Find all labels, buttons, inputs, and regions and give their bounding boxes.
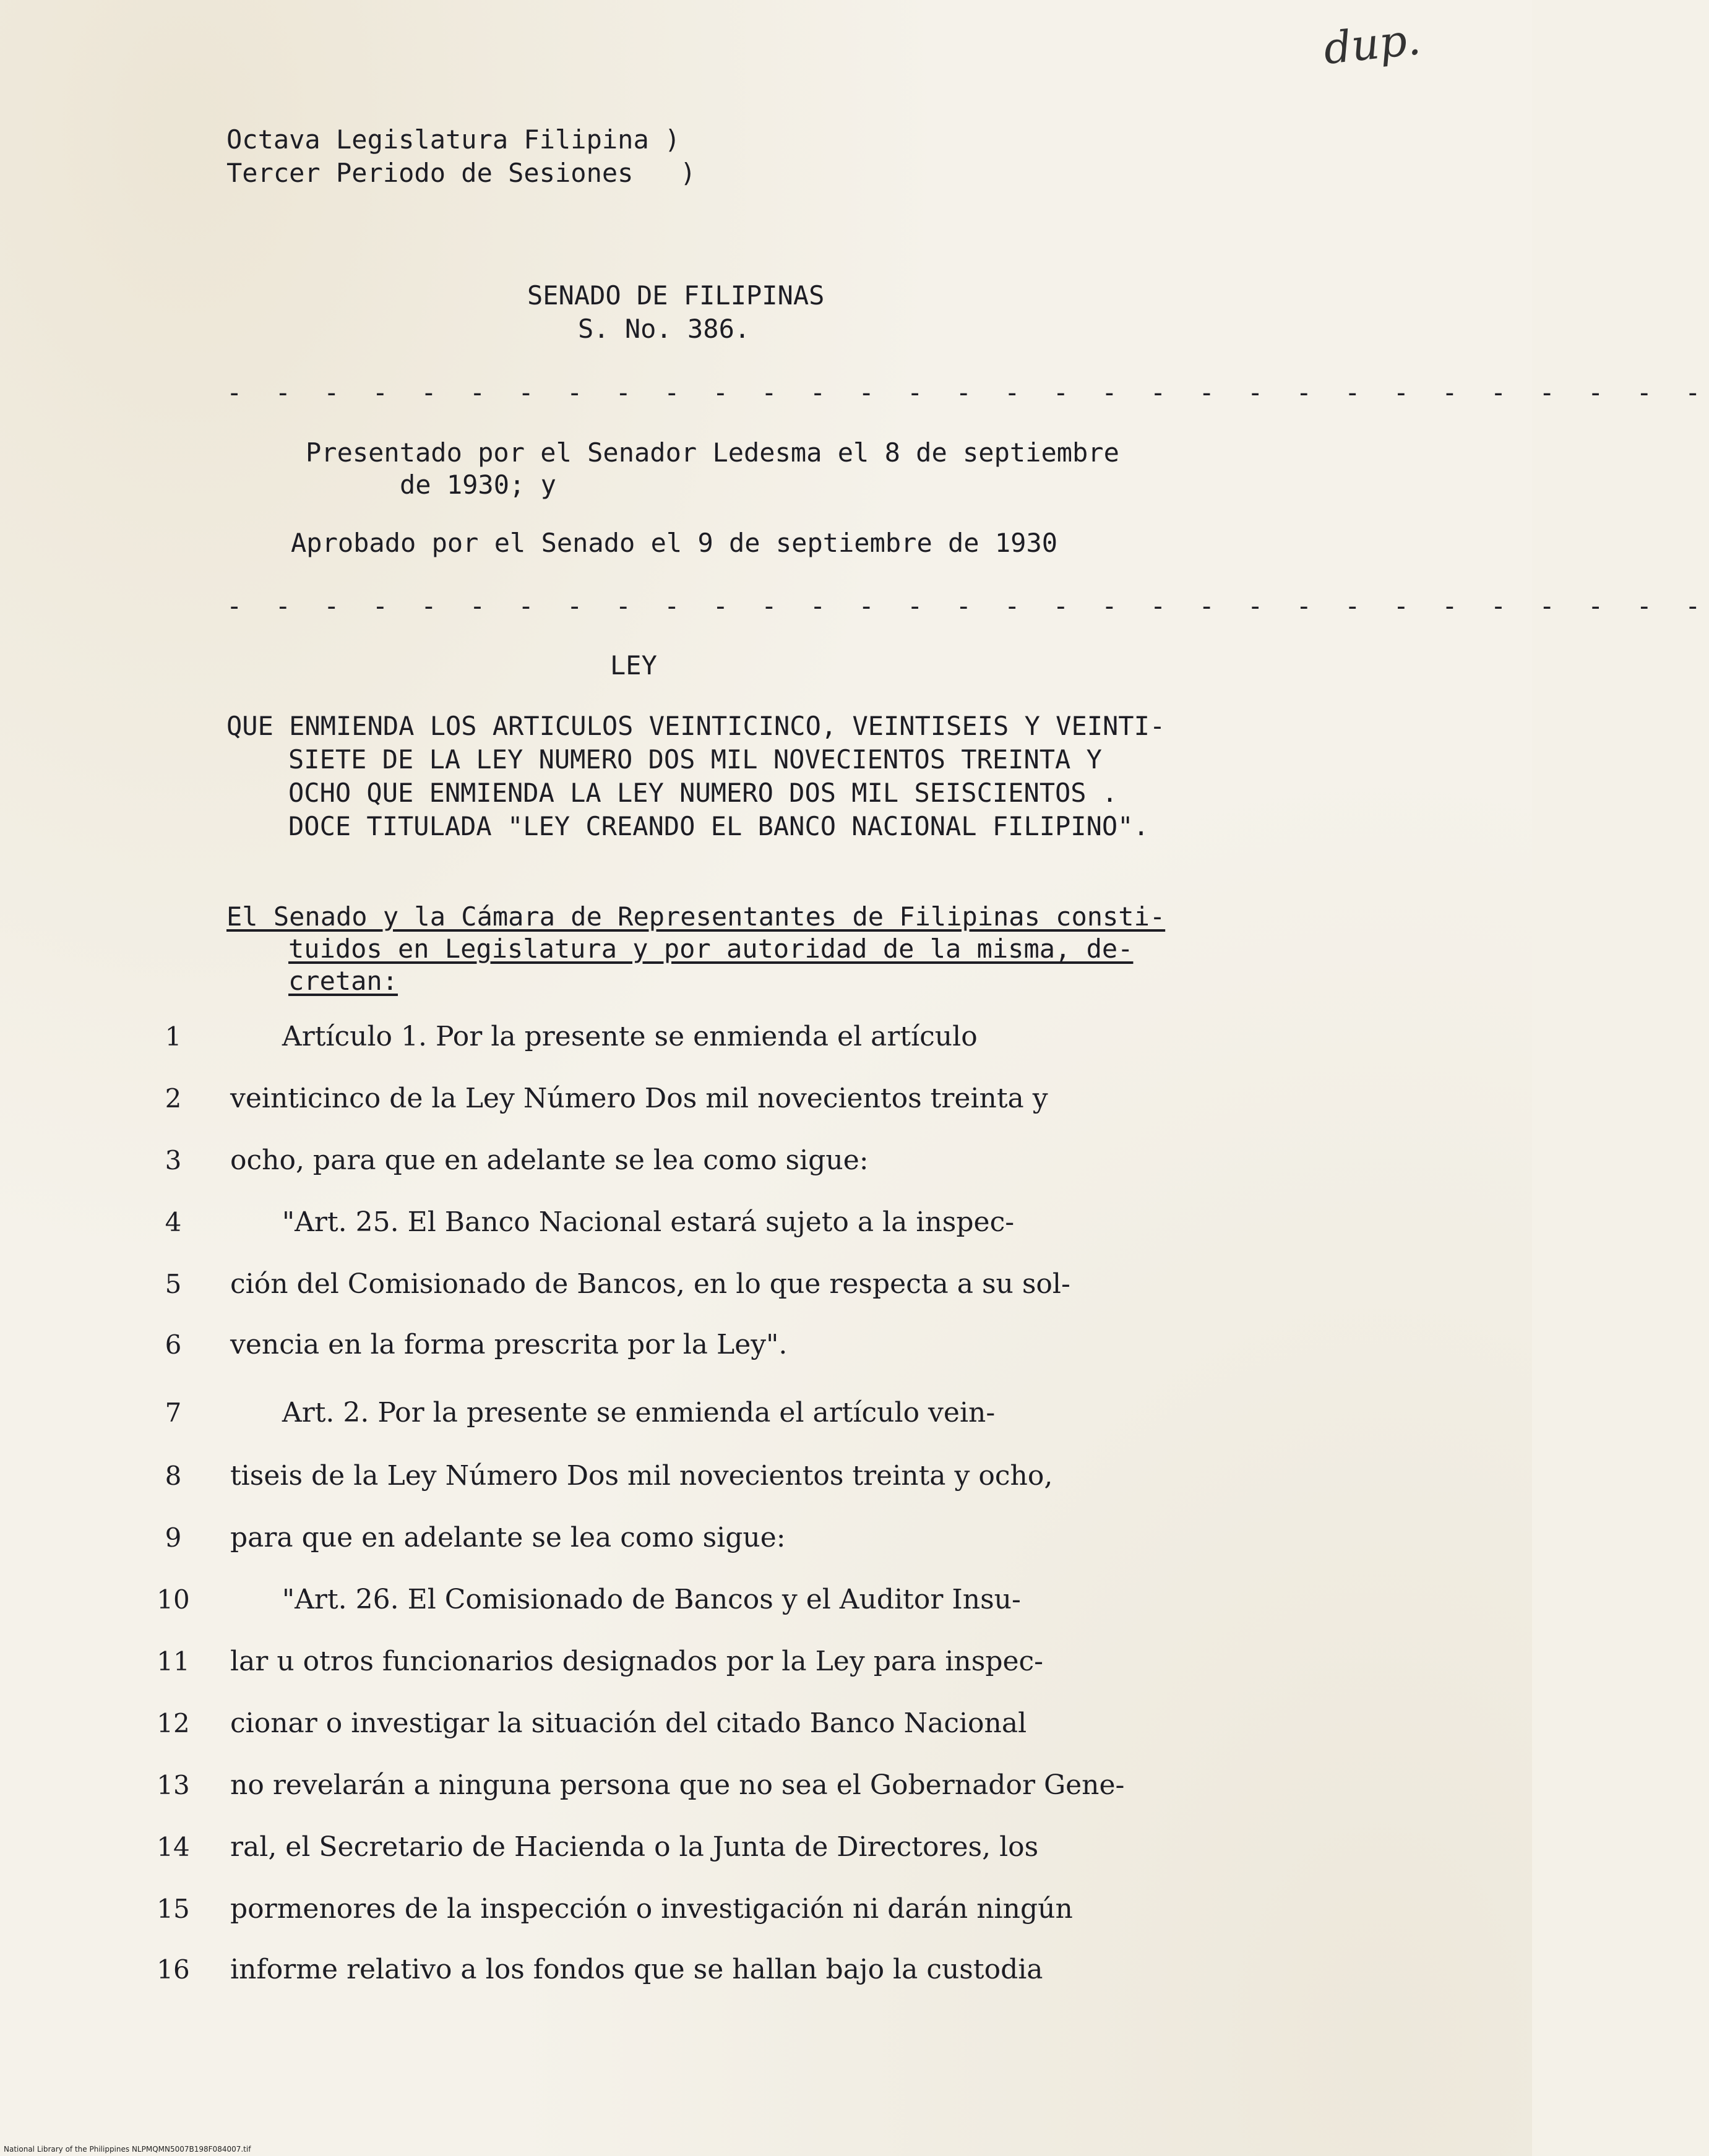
- line-number: 6: [165, 1329, 182, 1360]
- separator-top: - - - - - - - - - - - - - - - - - - - - - - - - - - - - - - -: [226, 377, 1709, 408]
- line-number: 11: [157, 1646, 190, 1677]
- body-line: veinticinco de la Ley Número Dos mil novecientos treinta y: [230, 1083, 1048, 1114]
- line-number: 9: [165, 1523, 182, 1553]
- body-line: "Art. 25. El Banco Nacional estará sujeto a la inspec-: [230, 1206, 1015, 1238]
- enacting-clause-line-3: cretan:: [288, 966, 398, 996]
- enacting-clause-line-1: El Senado y la Cámara de Representantes de Filipinas consti-: [226, 901, 1166, 932]
- body-line: lar u otros funcionarios designados por la Ley para inspec-: [230, 1646, 1044, 1677]
- line-number: 3: [165, 1145, 182, 1175]
- presented-line-1: Presentado por el Senador Ledesma el 8 de septiembre: [306, 437, 1119, 468]
- separator-bottom: - - - - - - - - - - - - - - - - - - - - - - - - - - - - - - -: [226, 591, 1709, 621]
- body-line: para que en adelante se lea como sigue:: [230, 1522, 786, 1553]
- line-number: 2: [165, 1083, 182, 1114]
- line-number: 12: [157, 1708, 190, 1738]
- law-title-line-4: DOCE TITULADA "LEY CREANDO EL BANCO NACIONAL FILIPINO".: [288, 811, 1149, 841]
- law-title-line-2: SIETE DE LA LEY NUMERO DOS MIL NOVECIENTOS TREINTA Y: [288, 744, 1102, 775]
- presented-line-2: de 1930; y: [400, 470, 556, 500]
- line-number: 5: [165, 1269, 182, 1299]
- enacting-clause-line-2: tuidos en Legislatura y por autoridad de la misma, de-: [288, 934, 1134, 964]
- archive-footer: National Library of the Philippines NLPMQMN5007B198F084007.tif: [4, 2145, 251, 2154]
- title-senate: SENADO DE FILIPINAS: [527, 280, 825, 311]
- body-line: ocho, para que en adelante se lea como sigue:: [230, 1145, 869, 1176]
- line-number: 13: [157, 1770, 190, 1800]
- line-number: 14: [157, 1832, 190, 1862]
- line-number: 4: [165, 1207, 182, 1237]
- header-line-1: Octava Legislatura Filipina ): [226, 124, 681, 155]
- line-number: 15: [157, 1894, 190, 1924]
- body-line: tiseis de la Ley Número Dos mil novecientos treinta y ocho,: [230, 1460, 1053, 1492]
- approved-line: Aprobado por el Senado el 9 de septiembre de 1930: [291, 528, 1058, 558]
- line-number: 7: [165, 1398, 182, 1428]
- body-line: "Art. 26. El Comisionado de Bancos y el Auditor Insu-: [230, 1584, 1021, 1615]
- body-line: ción del Comisionado de Bancos, en lo que respecta a su sol-: [230, 1268, 1070, 1300]
- title-bill-number: S. No. 386.: [578, 314, 751, 344]
- body-line: Art. 2. Por la presente se enmienda el artículo vein-: [230, 1397, 996, 1428]
- law-title-line-1: QUE ENMIENDA LOS ARTICULOS VEINTICINCO, VEINTISEIS Y VEINTI-: [226, 711, 1166, 741]
- handwritten-annotation: dup.: [1321, 14, 1423, 74]
- body-line: vencia en la forma prescrita por la Ley".: [230, 1329, 788, 1360]
- line-number: 1: [165, 1021, 182, 1052]
- header-line-2: Tercer Periodo de Sesiones ): [226, 158, 696, 188]
- line-number: 16: [157, 1954, 190, 1985]
- body-line: Artículo 1. Por la presente se enmienda el artículo: [230, 1021, 978, 1052]
- body-line: pormenores de la inspección o investigación ni darán ningún: [230, 1893, 1073, 1925]
- body-line: informe relativo a los fondos que se hallan bajo la custodia: [230, 1954, 1043, 1985]
- body-line: cionar o investigar la situación del citado Banco Nacional: [230, 1707, 1027, 1739]
- law-title-line-3: OCHO QUE ENMIENDA LA LEY NUMERO DOS MIL SEISCIENTOS .: [288, 778, 1118, 808]
- body-line: no revelarán a ninguna persona que no sea el Gobernador Gene-: [230, 1769, 1125, 1801]
- line-number: 8: [165, 1461, 182, 1491]
- law-heading: LEY: [610, 650, 657, 681]
- body-line: ral, el Secretario de Hacienda o la Junta de Directores, los: [230, 1831, 1039, 1863]
- line-number: 10: [157, 1584, 190, 1615]
